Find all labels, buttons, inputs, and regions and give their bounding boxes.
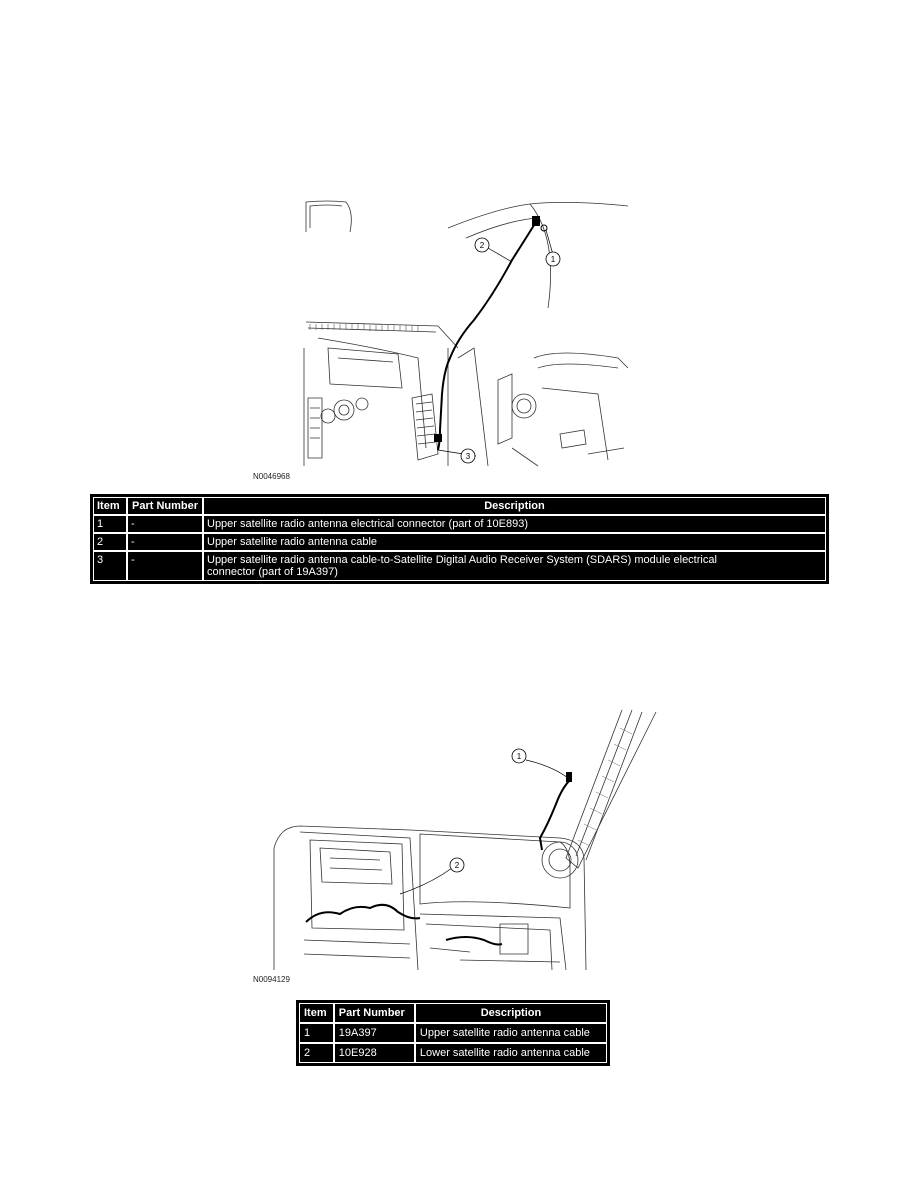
figure-2-drawing bbox=[270, 708, 662, 976]
cell-item: 3 bbox=[93, 551, 127, 581]
cell-item: 2 bbox=[299, 1043, 334, 1063]
callout-1: 1 bbox=[550, 255, 556, 264]
table-header-row bbox=[93, 497, 826, 515]
cell-description: Lower satellite radio antenna cable bbox=[415, 1043, 607, 1063]
header-description: Description bbox=[203, 497, 826, 515]
table-row bbox=[93, 533, 826, 551]
cell-part-number: - bbox=[127, 533, 203, 551]
figure-2-illustration bbox=[270, 708, 662, 976]
table-header-row bbox=[299, 1003, 607, 1023]
cell-item: 1 bbox=[93, 515, 127, 533]
header-item: Item bbox=[299, 1003, 334, 1023]
table-row bbox=[93, 515, 826, 533]
cell-item: 1 bbox=[299, 1023, 334, 1043]
cell-part-number: - bbox=[127, 551, 203, 581]
figure-2-callouts bbox=[450, 749, 526, 872]
header-part-number: Part Number bbox=[334, 1003, 415, 1023]
cell-item: 2 bbox=[93, 533, 127, 551]
cell-description: Upper satellite radio antenna cable-to-Satellite Digital Audio Receiver System (SDARS) module electrical connector (part of 19A397) bbox=[203, 551, 826, 581]
figure-1-code: N0046968 bbox=[253, 472, 290, 481]
parts-table-1 bbox=[90, 494, 829, 584]
figure-1-drawing bbox=[298, 198, 630, 470]
cell-part-number: - bbox=[127, 515, 203, 533]
figure-1-illustration bbox=[298, 198, 630, 470]
cell-description: Upper satellite radio antenna electrical connector (part of 10E893) bbox=[203, 515, 826, 533]
callout-2: 2 bbox=[454, 861, 460, 870]
cell-description: Upper satellite radio antenna cable bbox=[415, 1023, 607, 1043]
cell-part-number: 10E928 bbox=[334, 1043, 415, 1063]
cell-part-number: 19A397 bbox=[334, 1023, 415, 1043]
header-item: Item bbox=[93, 497, 127, 515]
figure-2-code: N0094129 bbox=[253, 975, 290, 984]
table-row bbox=[299, 1043, 607, 1063]
table-row bbox=[93, 551, 826, 581]
callout-3: 3 bbox=[465, 452, 471, 461]
callout-2: 2 bbox=[479, 241, 485, 250]
header-description: Description bbox=[415, 1003, 607, 1023]
callout-1: 1 bbox=[516, 752, 522, 761]
header-part-number: Part Number bbox=[127, 497, 203, 515]
parts-table-2 bbox=[296, 1000, 610, 1066]
figure-1-callouts bbox=[461, 238, 560, 463]
table-row bbox=[299, 1023, 607, 1043]
cell-description: Upper satellite radio antenna cable bbox=[203, 533, 826, 551]
